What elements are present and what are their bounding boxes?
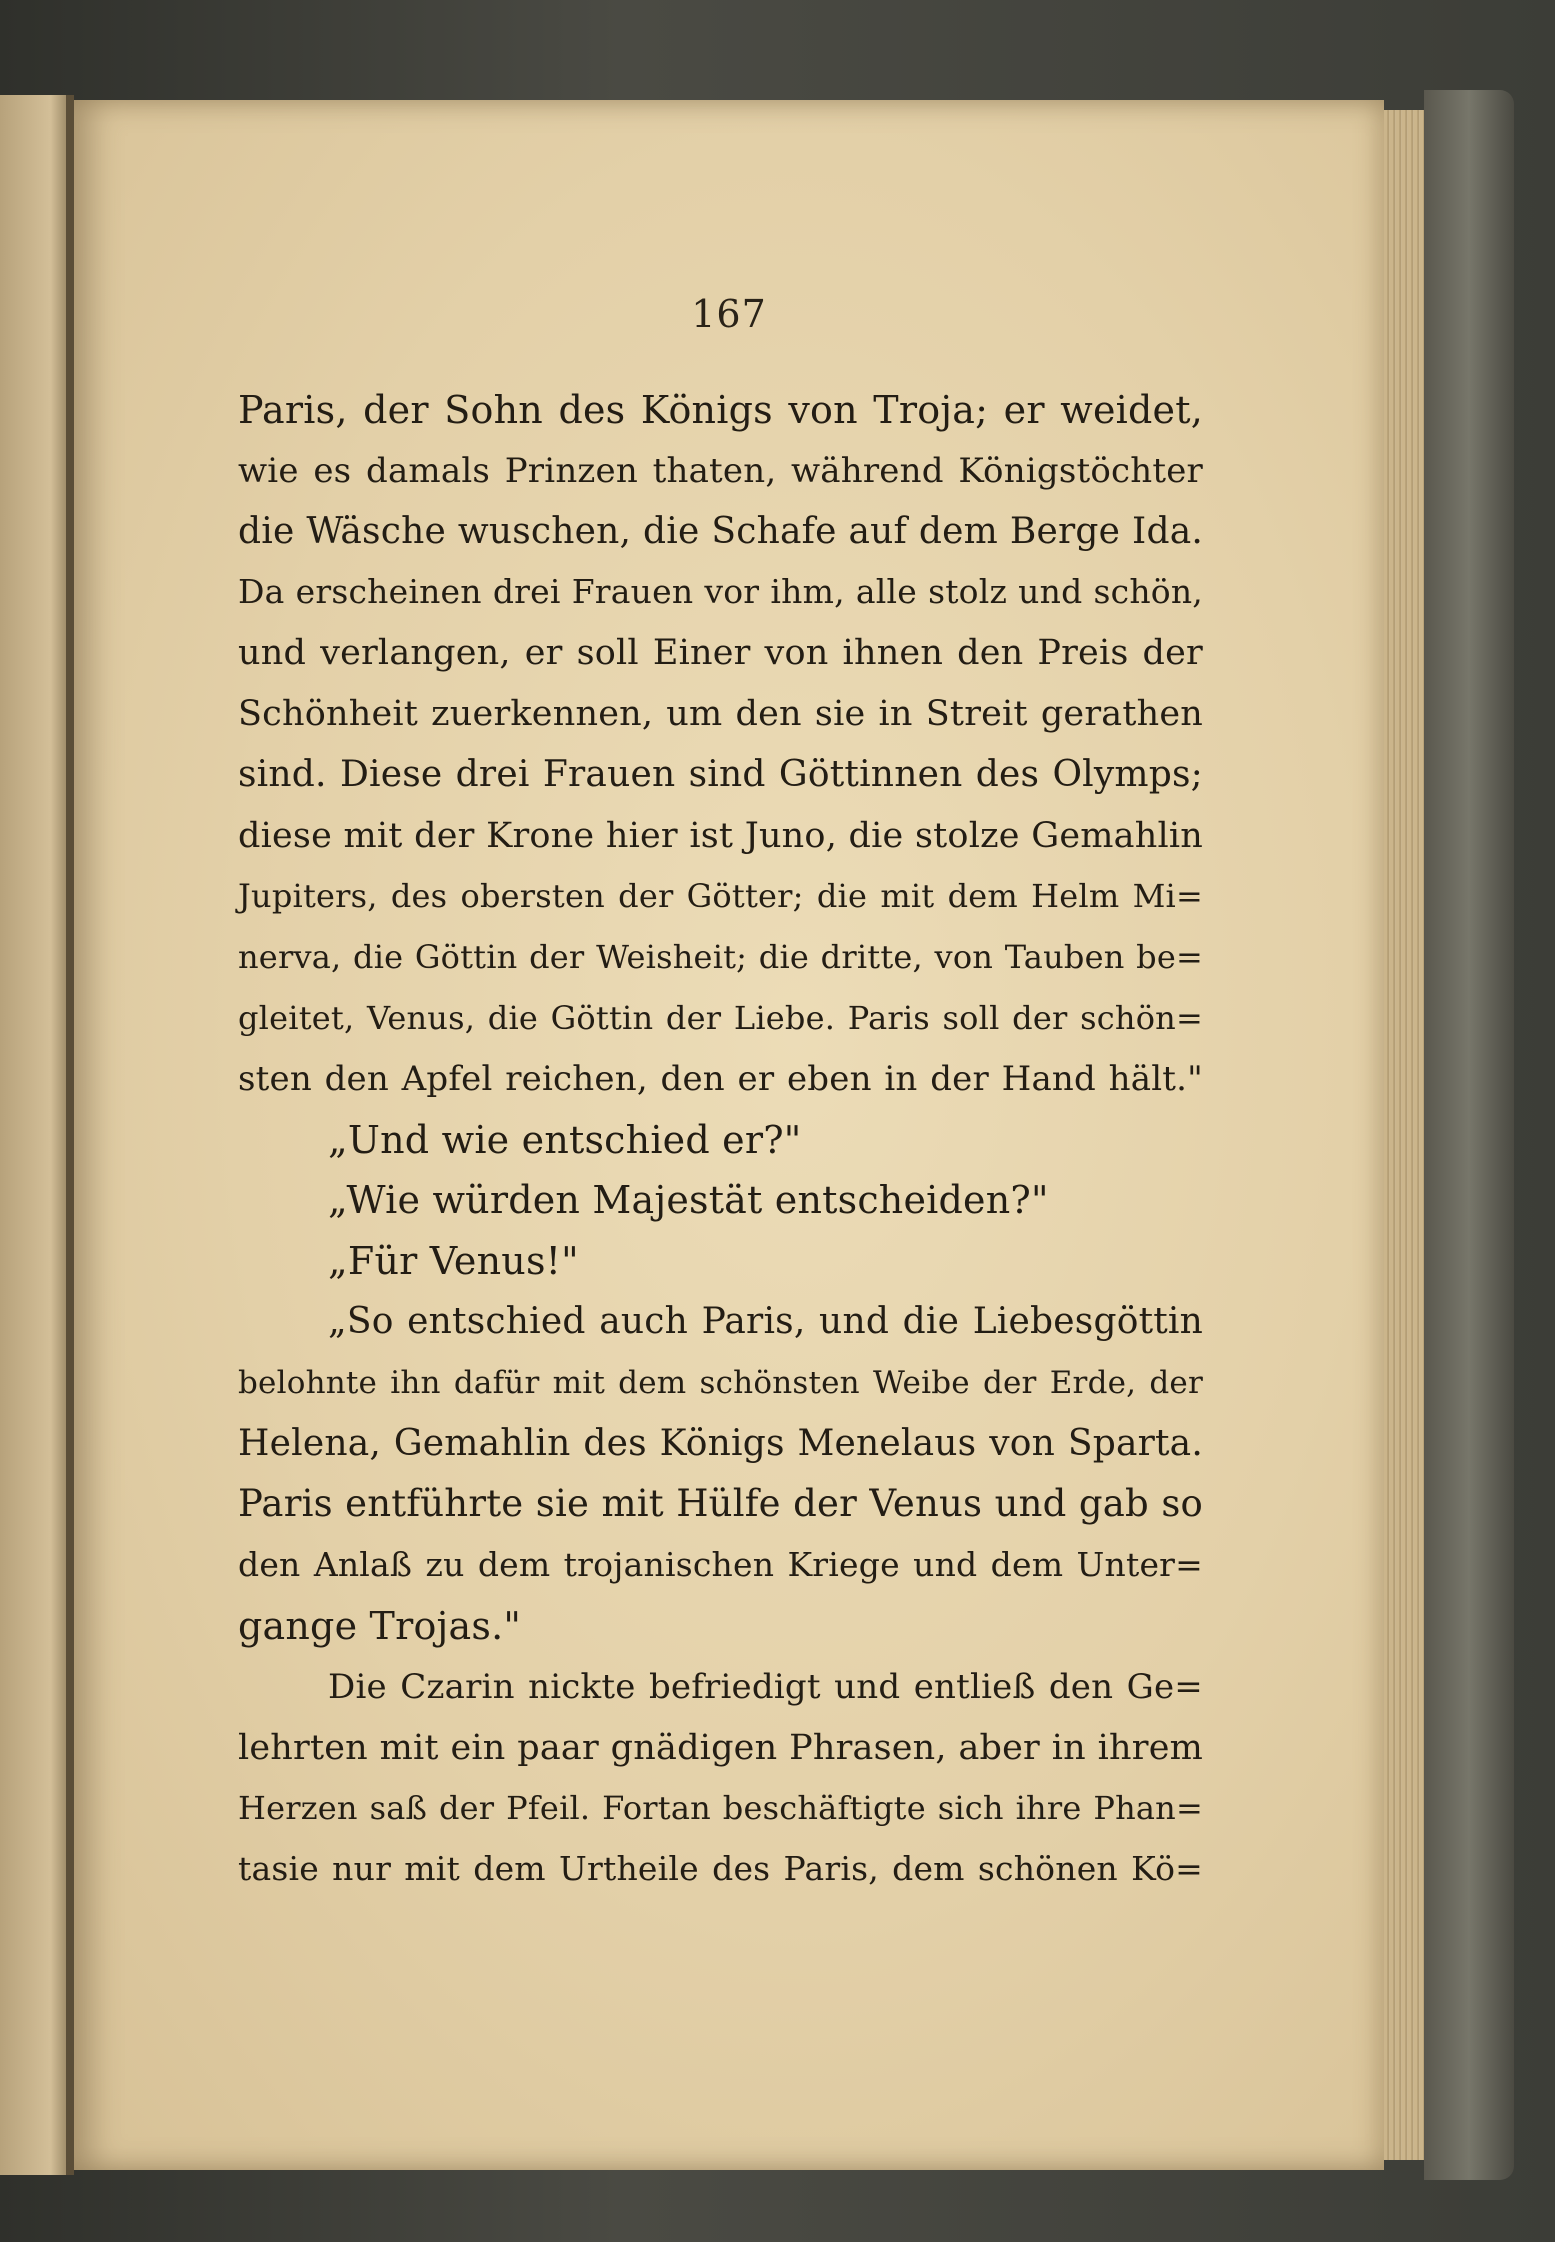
body-text (238, 380, 1203, 1900)
text-line: Die Czarin nickte befriedigt und entließ den Ge= (328, 1666, 1203, 1707)
text-line: die Wäsche wuschen, die Schafe auf dem Berge Ida. (238, 510, 1203, 552)
text-line: gleitet, Venus, die Göttin der Liebe. Paris soll der schön= (238, 998, 1203, 1037)
text-line: und verlangen, er soll Einer von ihnen den Preis der (238, 633, 1203, 674)
left-page-edge (0, 95, 72, 2175)
text-line: Schönheit zuerkennen, um den sie in Streit gerathen (238, 693, 1203, 734)
text-line: „Wie würden Majestät entscheiden?" (328, 1178, 1049, 1223)
page-edges (1384, 110, 1424, 2160)
text-line: Da erscheinen drei Frauen vor ihm, alle stolz und schön, (238, 572, 1203, 612)
text-line: Jupiters, des obersten der Götter; die mit dem Helm Mi= (238, 877, 1203, 916)
text-line: Paris entführte sie mit Hülfe der Venus und gab so (238, 1482, 1203, 1526)
text-line: diese mit der Krone hier ist Juno, die stolze Gemahlin (238, 815, 1203, 856)
book-gutter (66, 95, 74, 2175)
text-line: wie es damals Prinzen thaten, während Königstöchter (238, 450, 1203, 491)
book-cover-edge (1424, 90, 1514, 2180)
text-line: tasie nur mit dem Urtheile des Paris, dem schönen Kö= (238, 1849, 1203, 1889)
text-line: lehrten mit ein paar gnädigen Phrasen, aber in ihrem (238, 1727, 1203, 1768)
text-line: „Und wie entschied er?" (328, 1117, 802, 1162)
text-line: nerva, die Göttin der Weisheit; die dritte, von Tauben be= (238, 938, 1203, 977)
text-line: belohnte ihn dafür mit dem schönsten Weibe der Erde, der (238, 1364, 1203, 1401)
text-line: den Anlaß zu dem trojanischen Kriege und dem Unter= (238, 1545, 1203, 1585)
text-line: sten den Apfel reichen, den er eben in der Hand hält." (238, 1058, 1203, 1099)
text-line: „So entschied auch Paris, und die Liebesgöttin (328, 1300, 1203, 1342)
text-line: Herzen saß der Pfeil. Fortan beschäftigte sich ihre Phan= (238, 1789, 1203, 1828)
text-line: „Für Venus!" (328, 1239, 579, 1284)
text-line: gange Trojas." (238, 1603, 522, 1648)
page-number: 167 (691, 292, 767, 336)
text-line: sind. Diese drei Frauen sind Göttinnen des Olymps; (238, 753, 1203, 795)
text-line: Paris, der Sohn des Königs von Troja; er weidet, (238, 388, 1203, 432)
text-line: Helena, Gemahlin des Königs Menelaus von Sparta. (238, 1422, 1203, 1464)
